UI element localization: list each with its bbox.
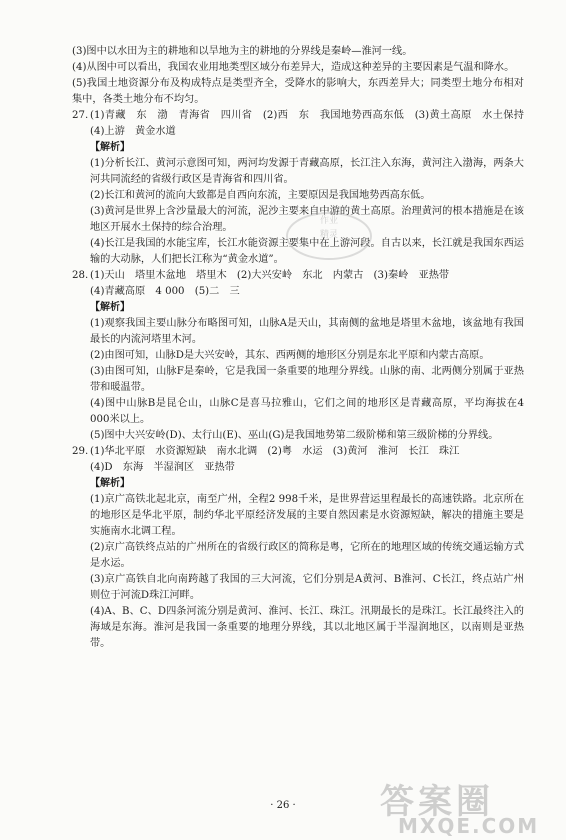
analysis-line: (3)京广高铁自北向南跨越了我国的三大河流，它们分别是A黄河、B淮河、C长江，终点站广州则位于河流D珠江河畔。 — [90, 574, 524, 601]
question-number: 27. — [72, 110, 89, 121]
question-number: 29. — [72, 446, 89, 457]
answer-line: (4)青藏高原 4 000 (5)二 三 — [90, 286, 240, 297]
analysis-line: (2)由图可知，山脉D是大兴安岭，其东、西两侧的地形区分别是东北平原和内蒙古高原。 — [90, 350, 490, 361]
text-line: (3)图中以水田为主的耕地和以旱地为主的耕地的分界线是秦岭—淮河一线。 — [72, 46, 413, 57]
document-body — [72, 44, 535, 652]
watermark-logo-text: 答案圈 — [380, 782, 494, 822]
analysis-label: 【解析】 — [90, 302, 130, 313]
answer-line: (1)华北平原 水资源短缺 南水北调 (2)粤 水运 (3)黄河 淮河 长江 珠江 — [90, 446, 460, 457]
analysis-line: (1)分析长江、黄河示意图可知，两河均发源于青藏高原，长江注入东海，黄河注入渤海，两条大河共同流经的省级行政区是青海省和四川省。 — [90, 158, 524, 185]
watermark-logo-url: MXQE.COM — [398, 814, 540, 838]
analysis-line: (4)图中山脉B是昆仑山，山脉C是喜马拉雅山，它们之间的地形区是青藏高原，平均海拔在4 000米以上。 — [90, 398, 524, 425]
analysis-line: (5)图中大兴安岭(D)、太行山(E)、巫山(G)是我国地势第二级阶梯和第三级阶梯的分界线。 — [90, 430, 499, 441]
analysis-line: (1)观察我国主要山脉分布略图可知，山脉A是天山，其南侧的盆地是塔里木盆地，该盆地有我国最长的内流河塔里木河。 — [90, 318, 524, 345]
watermark-logo — [362, 774, 552, 836]
text-line: (4)从图中可以看出，我国农业用地类型区域分布差异大，造成这种差异的主要因素是气温和降水。 — [72, 62, 515, 73]
watermark-text: 精灵 — [319, 230, 338, 240]
analysis-line: (2)京广高铁终点站的广州所在的省级行政区的简称是粤，它所在的地理区域的传统交通运输方式是水运。 — [90, 542, 524, 569]
analysis-line: (1)京广高铁北起北京，南至广州，全程2 998千米，是世界营运里程最长的高速铁路。北京所在的地形区是华北平原，制约华北平原经济发展的主要自然因素是水资源短缺，解决的措施主要是实施南水北调工程。 — [90, 494, 524, 537]
text-line: (5)我国土地资源分布及构成特点是类型齐全，受降水的影响大，东西差异大；同类型土地分布相对集中，各类土地分布不均匀。 — [72, 78, 524, 105]
analysis-line: (4)A、B、C、D四条河流分别是黄河、淮河、长江、珠江。汛期最长的是珠江。长江最终注入的海域是东海。淮河是我国一条重要的地理分界线，其以北地区属于半湿润地区，以南则是亚热带。 — [90, 606, 524, 649]
analysis-line: (3)由图可知，山脉F是秦岭，它是我国一条重要的地理分界线。山脉的南、北两侧分别属于亚热带和暖温带。 — [90, 366, 524, 393]
page-number: · 26 · — [270, 800, 296, 811]
analysis-label: 【解析】 — [90, 142, 130, 153]
analysis-line: (3)黄河是世界上含沙量最大的河流，泥沙主要来自中游的黄土高原。治理黄河的根本措施是在该地区开展水土保持的综合治理。 — [90, 206, 524, 233]
watermark-badge — [286, 212, 372, 260]
answer-line: (1)天山 塔里木盆地 塔里木 (2)大兴安岭 东北 内蒙古 (3)秦岭 亚热带 — [90, 270, 450, 281]
question-29 — [72, 444, 524, 652]
answer-line: (1)青藏 东 渤 青海省 四川省 (2)西 东 我国地势西高东低 (3)黄土高原 水土保持 (4)上游 黄金水道 — [90, 110, 535, 137]
question-28 — [72, 268, 524, 444]
analysis-line: (4)长江是我国的水能宝库，长江水能资源主要集中在上游河段。自古以来，长江就是我国东西运输的大动脉，人们把长江称为“黄金水道”。 — [90, 238, 524, 265]
analysis-label: 【解析】 — [90, 478, 130, 489]
watermark-text: 作业 — [319, 216, 338, 226]
question-number: 28. — [72, 270, 89, 281]
analysis-line: (2)长江和黄河的流向大致都是自西向东流，主要原因是我国地势西高东低。 — [90, 190, 431, 201]
answer-line: (4)D 东海 半湿润区 亚热带 — [90, 462, 235, 473]
